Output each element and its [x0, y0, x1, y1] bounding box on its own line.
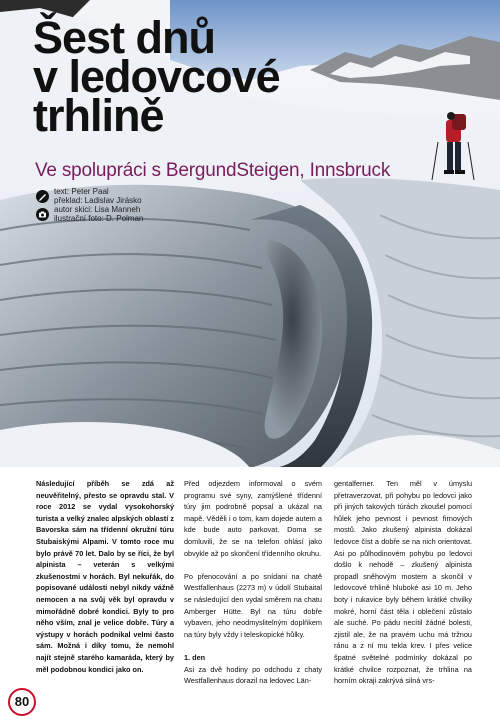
- paragraph: gentalferner. Ten měl v úmyslu přetraverzovat, při pohybu po ledovci jako při jiných takových túrách zkoušel pomocí hůlek jeho pevnost i pevnost firnových mostů. Jako zkušený alpinista dokázal ledovce číst a dobře se na nich orientovat. Asi po půlhodinovém pohybu po ledovci došlo k nehodě – zkušený alpinista propadl sněhovým mostem a skončil v ledovcové trhlině hluboké asi 10 m. Jeho boty i rukavice byly během krátké chvilky mokré, horní část těla i oblečení zůstalo ale suché. Po pádu necítil žádné bolesti, zjistil ale, že na pravém uchu má tržnou ránu a z ní mu tekla krev. I přes velice špatné světelné podmínky dokázal po krátké chvilce rozpoznat, že trhlina na horním okraji zakrývá silná vrs-: [334, 479, 472, 686]
- paragraph: Po přenocování a po snídani na chatě Westfallenhaus (2273 m) v údolí Stubaital se následující den vydal směrem na chatu Amberger Hütte. Byl na túru dobře vybaven, jeho neodmyslitelným doplňkem na túry byly vždy i teleskopické hůlky.: [184, 571, 322, 639]
- photo-author: ilustrační foto: D. Polman: [54, 213, 144, 223]
- article-title-line-2: v ledovcové: [33, 51, 280, 102]
- translation-author: překlad: Ladislav Jirásko: [54, 195, 142, 205]
- paragraph: Před odjezdem informoval o svém programu své syny, zamýšlené třídenní túry jim podrobně popsal a ukázal na mapě. Věděli i o tom, kam dojede autem a kde bude auto parkovat. Doma se domluvili, že se na telefon ohlásí jako obvykle až po skončení třídenního okruhu.: [184, 479, 322, 558]
- article-title-line-1: Šest dnů: [33, 12, 216, 63]
- article-body: [36, 478, 474, 686]
- article-subtitle: Ve spolupráci s BergundSteigen, Innsbruck: [35, 160, 391, 181]
- pen-icon: [36, 190, 49, 203]
- sketch-author: autor skici: Lisa Manneh: [54, 205, 141, 214]
- text-author: text: Peter Paal: [54, 187, 109, 196]
- body-column-1: [36, 478, 174, 675]
- body-column-3: [334, 478, 472, 687]
- body-column-2: [184, 478, 322, 687]
- paragraph: Asi za dvě hodiny po odchodu z chaty Westfallenhaus dorazil na ledovec Län-: [184, 664, 322, 686]
- lead-paragraph: Následující příběh se zdá až neuvěřitelný, přesto se opravdu stal. V roce 2012 se vydal vysokohorský turista a velký znalec alpských oblastí z Bavorska sám na třídenní okružní túru Stubaiskými Alpami. V tomto roce mu bylo právě 70 let. Dalo by se říci, že byl alpinista – veterán s velkými zkušenostmi v horách. Byl nekuřák, do popisované události nebyl nikdy vážně nemocen a na svůj věk byl opravdu v mimořádně dobré kondici. Byly to pro něho vším, znal je velice dobře. Túry a výstupy v horách podnikal velmi často sám. Možná i díky tomu, že nemohl najít stejně starého kamaráda, který by měl podobnou kondici jako on.: [36, 479, 174, 674]
- title-block: [33, 12, 280, 141]
- article-title-line-3: trhlině: [33, 90, 164, 141]
- credits-block: [36, 188, 143, 224]
- section-heading-day-1: 1. den: [184, 652, 206, 662]
- camera-icon: [36, 208, 49, 221]
- text-credit-row: [36, 188, 143, 206]
- page-number: 80: [8, 688, 36, 716]
- photo-credit-row: [36, 206, 143, 224]
